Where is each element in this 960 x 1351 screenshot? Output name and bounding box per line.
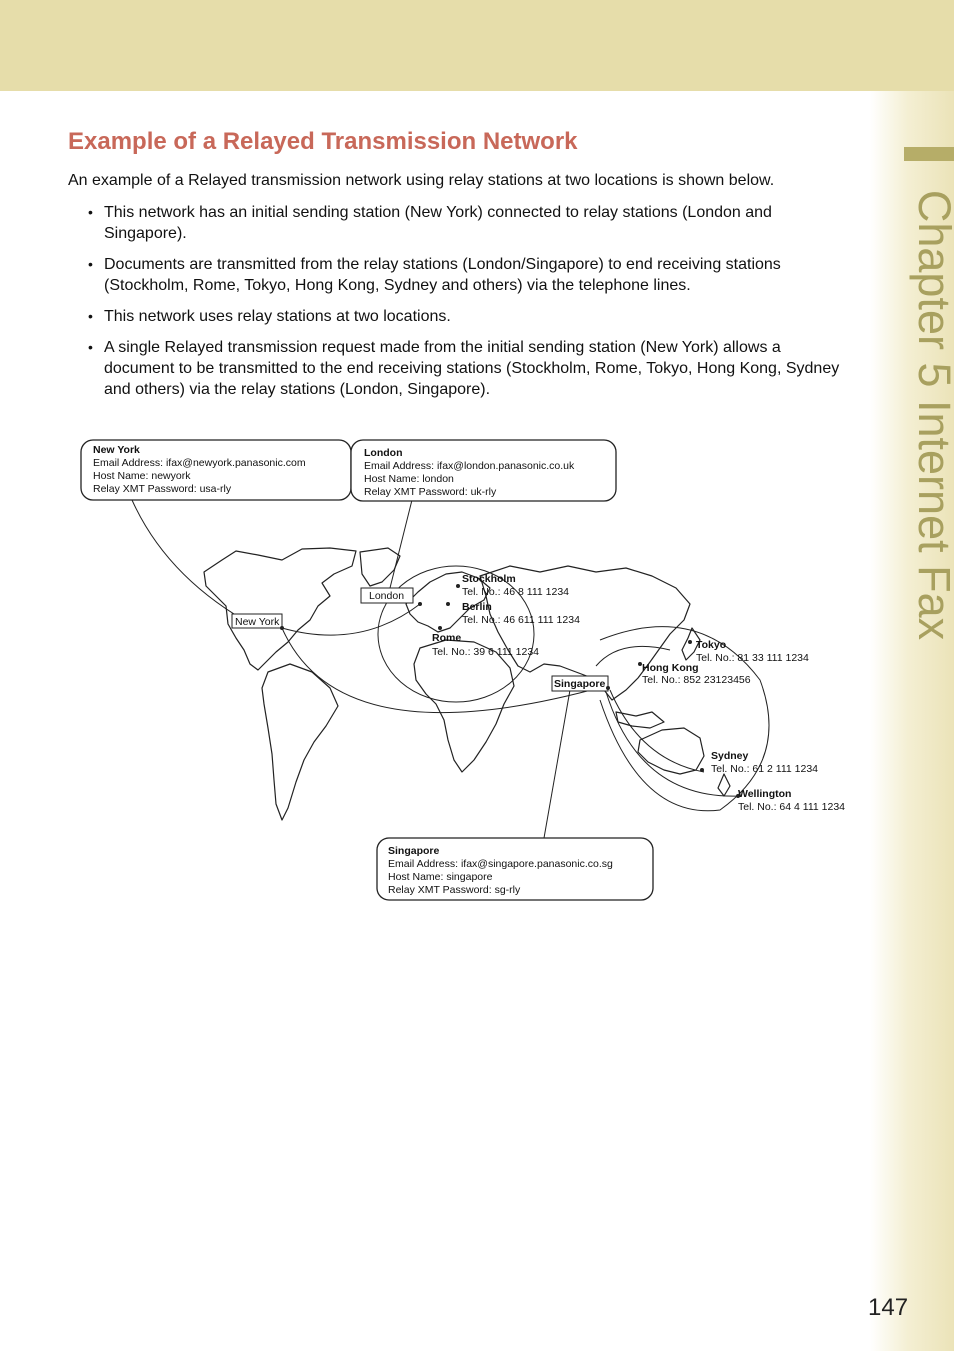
dot-newyork xyxy=(280,626,284,630)
hongkong-tel: Tel. No.: 852 23123456 xyxy=(642,674,751,686)
line-london-callout xyxy=(388,500,412,596)
london-name: London xyxy=(364,447,403,459)
map-new-zealand xyxy=(718,774,730,796)
map-label-london xyxy=(361,588,413,603)
map-label-newyork xyxy=(232,614,282,628)
line-singapore-callout xyxy=(544,690,570,838)
map-label-singapore-text: Singapore xyxy=(554,678,606,690)
newyork-callout xyxy=(81,440,351,500)
sydney-name: Sydney xyxy=(711,750,749,762)
dot-stockholm xyxy=(456,584,460,588)
newyork-host: Host Name: newyork xyxy=(93,470,191,482)
destination-labels xyxy=(432,573,845,813)
london-email: Email Address: ifax@london.panasonic.co.uk xyxy=(364,460,575,472)
berlin-tel: Tel. No.: 46 611 111 1234 xyxy=(462,614,580,626)
map-label-singapore xyxy=(552,676,608,691)
map-indonesia xyxy=(616,712,664,728)
rome-name: Rome xyxy=(432,632,462,644)
map-africa xyxy=(414,640,514,772)
chapter-label: Chapter 5 Internet Fax xyxy=(909,189,960,641)
line-newyork-callout xyxy=(132,500,258,628)
map-greenland xyxy=(360,548,400,586)
london-host: Host Name: london xyxy=(364,473,454,485)
newyork-name: New York xyxy=(93,444,140,456)
stockholm-tel: Tel. No.: 46 8 111 1234 xyxy=(462,586,570,598)
bullet-item: • This network uses relay stations at two locations. xyxy=(88,306,852,327)
stockholm-name: Stockholm xyxy=(462,573,516,585)
section-heading: Example of a Relayed Transmission Network xyxy=(68,128,578,155)
singapore-password: Relay XMT Password: sg-rly xyxy=(388,884,521,896)
dot-rome xyxy=(438,626,442,630)
bullet-item: • This network has an initial sending station (New York) connected to relay stations (London and Singapore). xyxy=(88,202,852,244)
singapore-to-wellington xyxy=(606,692,740,796)
singapore-host: Host Name: singapore xyxy=(388,871,493,883)
arc-newyork-london xyxy=(282,604,420,635)
map-label-london-text: London xyxy=(369,590,405,602)
bullet-item: • A single Relayed transmission request made from the initial sending station (New York) allows a document to be transmitted to the end receiving stations (Stockholm, Rome, Tokyo, Hong Kong, Sydney and others) via the relay stations (London, Singapore). xyxy=(88,337,852,400)
hongkong-name: Hong Kong xyxy=(642,662,699,674)
sydney-tel: Tel. No.: 61 2 111 1234 xyxy=(711,763,819,775)
dot-sydney xyxy=(700,768,704,772)
newyork-email: Email Address: ifax@newyork.panasonic.com xyxy=(93,457,306,469)
london-callout xyxy=(351,440,616,501)
berlin-name: Berlin xyxy=(462,601,492,613)
singapore-callout xyxy=(377,838,653,900)
wellington-name: Wellington xyxy=(738,788,792,800)
bullet-item: • Documents are transmitted from the relay stations (London/Singapore) to end receiving stations (Stockholm, Rome, Tokyo, Hong Kong, Sydney and others) via the telephone lines. xyxy=(88,254,852,296)
wellington-tel: Tel. No.: 64 4 111 1234 xyxy=(738,801,846,813)
dot-london xyxy=(418,602,422,606)
map-label-newyork-text: New York xyxy=(235,616,280,628)
map-australia xyxy=(638,728,704,774)
dot-berlin xyxy=(446,602,450,606)
tokyo-tel: Tel. No.: 81 33 111 1234 xyxy=(696,652,809,664)
dot-singapore xyxy=(606,686,610,690)
dot-tokyo xyxy=(688,640,692,644)
tokyo-name: Tokyo xyxy=(696,639,727,651)
london-password: Relay XMT Password: uk-rly xyxy=(364,486,497,498)
page-number: 147 xyxy=(868,1294,909,1321)
intro-paragraph: An example of a Relayed transmission network using relay stations at two locations is shown below. xyxy=(68,172,775,189)
rome-tel: Tel. No.: 39 6 111 1234 xyxy=(432,646,540,658)
singapore-email: Email Address: ifax@singapore.panasonic.co.sg xyxy=(388,858,613,870)
newyork-password: Relay XMT Password: usa-rly xyxy=(93,483,232,495)
map-south-america xyxy=(262,664,338,820)
singapore-name: Singapore xyxy=(388,845,440,857)
